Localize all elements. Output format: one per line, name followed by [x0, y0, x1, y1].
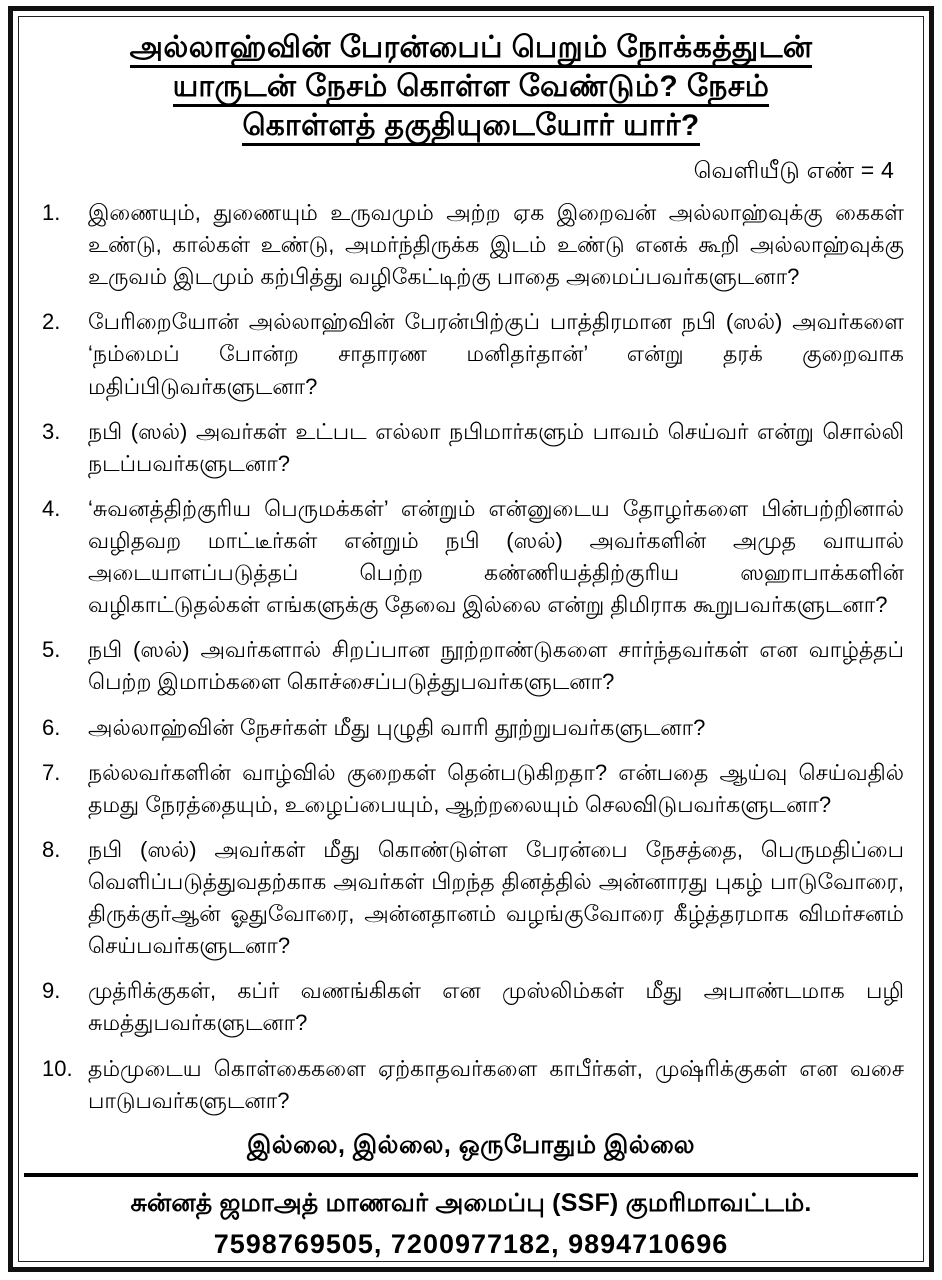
- page-title: [34, 28, 908, 145]
- title-line-3-text: கொள்ளத் தகுதியுடையோர் யார்?: [242, 109, 699, 146]
- list-item-text: தம்முடைய கொள்கைகளை ஏற்காதவர்களை காபீர்கள், முஷ்ரிக்குகள் என வசை பாடுபவர்களுடனா?: [88, 1055, 904, 1113]
- list-item-text: நபி (ஸல்) அவர்கள் உட்பட எல்லா நபிமார்களும் பாவம் செய்வர் என்று சொல்லி நடப்பவர்களுடனா?: [88, 418, 904, 476]
- title-line-2: [34, 67, 908, 106]
- refrain-text: இல்லை, இல்லை, ஒருபோதும் இல்லை: [247, 1130, 695, 1159]
- list-item: [34, 757, 908, 821]
- list-item-number: 2.: [42, 309, 61, 335]
- list-item-text: பேரிறையோன் அல்லாஹ்வின் பேரன்பிற்குப் பாத்திரமான நபி (ஸல்) அவர்களை ‘நம்மைப் போன்ற சாதாரண மனிதர்தான்’ என்று தரக் குறைவாக மதிப்பிடுவர்களுடனா?: [88, 309, 904, 399]
- list-item-number: 4.: [42, 495, 61, 521]
- list-item: [34, 493, 908, 621]
- issue-number: வெளியீடு எண் = 4: [693, 157, 894, 183]
- list-item-text: நல்லவர்களின் வாழ்வில் குறைகள் தென்படுகிறதா? என்பதை ஆய்வு செய்வதில் தமது நேரத்தையும், உழைப்பையும், ஆற்றலையும் செலவிடுபவர்களுடனா?: [88, 759, 904, 817]
- list-item-text: முத்ரிக்குகள், கப்ர் வணங்கிகள் என முஸ்லிம்கள் மீது அபாண்டமாக பழி சுமத்துபவர்களுடனா?: [88, 978, 904, 1036]
- list-item-number: 6.: [42, 714, 61, 740]
- list-item-number: 1.: [42, 200, 61, 225]
- list-item-number: 8.: [42, 836, 61, 862]
- list-item: [34, 416, 908, 480]
- footer: [34, 1177, 908, 1260]
- question-list: [34, 197, 908, 1117]
- list-item-text: ‘சுவனத்திற்குரிய பெருமக்கள்’ என்றும் என்னுடைய தோழர்களை பின்பற்றினால் வழிதவற மாட்டீர்கள் என்றும் நபி (ஸல்) அவர்களின் அமுத வாயால் அடையாளப்படுத்தப் பெற்ற கண்ணியத்திற்குரிய ஸஹாபாக்களின் வழிகாட்டுதல்கள் எங்களுக்கு தேவை இல்லை என்று திமிராக கூறுபவர்களுடனா?: [88, 495, 904, 618]
- list-item: [34, 197, 908, 293]
- list-item: [34, 712, 908, 744]
- organization-name: சுன்னத் ஜமாஅத் மாணவர் அமைப்பு (SSF) குமரிமாவட்டம்.: [130, 1188, 812, 1217]
- title-line-2-text: யாருடன் நேசம் கொள்ள வேண்டும்? நேசம்: [173, 70, 770, 107]
- list-item-number: 7.: [42, 759, 61, 785]
- title-line-1: [34, 28, 908, 67]
- list-item: [34, 1053, 908, 1117]
- list-item-number: 5.: [42, 637, 61, 663]
- list-item-number: 10.: [42, 1055, 73, 1081]
- list-item-text: நபி (ஸல்) அவர்களால் சிறப்பான நூற்றாண்டுகளை சார்ந்தவர்கள் என வாழ்த்தப் பெற்ற இமாம்களை கொச்சைப்படுத்துபவர்களுடனா?: [88, 637, 904, 695]
- title-line-3: [34, 106, 908, 145]
- title-line-1-text: அல்லாஹ்வின் பேரன்பைப் பெறும் நோக்கத்துடன்: [130, 31, 813, 68]
- list-item: [34, 634, 908, 698]
- list-item-text: அல்லாஹ்வின் நேசர்கள் மீது புழுதி வாரி தூற்றுபவர்களுடனா?: [88, 714, 706, 740]
- list-item: [34, 306, 908, 402]
- list-item-number: 9.: [42, 978, 61, 1004]
- list-item-text: இணையும், துணையும் உருவமும் அற்ற ஏக இறைவன் அல்லாஹ்வுக்கு கைகள் உண்டு, கால்கள் உண்டு, அமர்ந்திருக்க இடம் உண்டு எனக் கூறி அல்லாஹ்வுக்கு உருவம் இடமும் கற்பித்து வழிகேட்டிற்கு பாதை அமைப்பவர்களுடனா?: [88, 200, 904, 290]
- list-item-text: நபி (ஸல்) அவர்கள் மீது கொண்டுள்ள பேரன்பை நேசத்தை, பெருமதிப்பை வெளிப்படுத்துவதற்காக அவர்கள் பிறந்த தினத்தில் அன்னாரது புகழ் பாடுவோரை, திருக்குர்ஆன் ஓதுவோரை, அன்னதானம் வழங்குவோரை கீழ்த்தரமாக விமர்சனம் செய்பவர்களுடனா?: [88, 836, 904, 959]
- list-item: [34, 834, 908, 962]
- page-content: [24, 20, 918, 1258]
- list-item: [34, 975, 908, 1039]
- contact-phone-numbers: 7598769505, 7200977182, 9894710696: [213, 1228, 729, 1259]
- list-item-number: 3.: [42, 418, 61, 444]
